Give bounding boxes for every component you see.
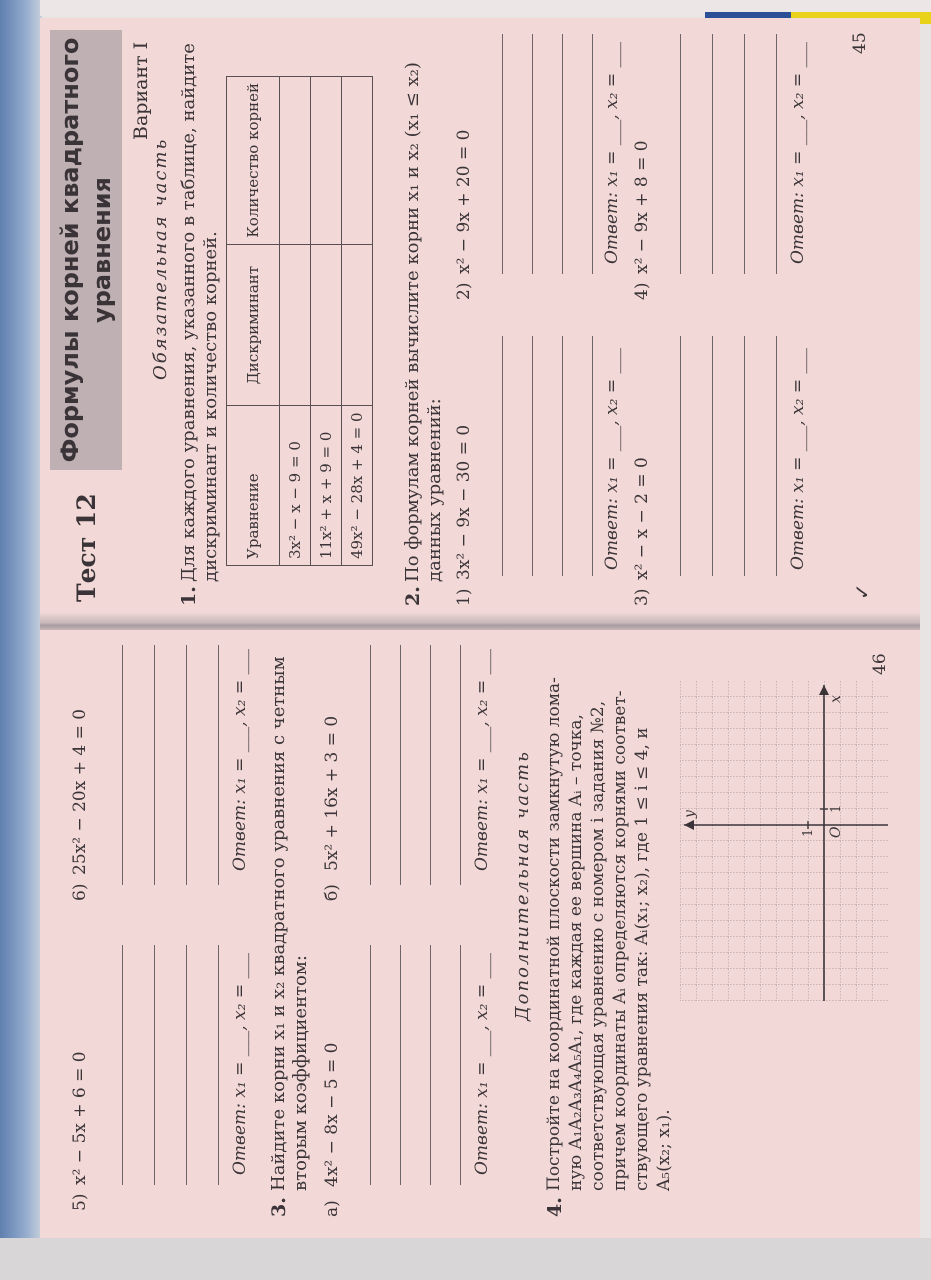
answer-line[interactable] <box>430 645 431 885</box>
answer-5: Ответ: x₁ = ___, x₂ = ___ <box>230 953 250 1175</box>
row-3-root-count-cell[interactable] <box>342 77 373 245</box>
task-1-text-line-2: дискриминант и количество корней. <box>200 231 221 582</box>
answer-line[interactable] <box>592 336 593 576</box>
answer-line[interactable] <box>744 336 745 576</box>
answer-line[interactable] <box>502 34 503 274</box>
answer-line[interactable] <box>370 645 371 885</box>
answer-line[interactable] <box>502 336 503 576</box>
answer-line[interactable] <box>712 34 713 274</box>
item-3-label: 3) <box>632 588 652 606</box>
answer-line[interactable] <box>218 945 219 1185</box>
item-3-equation: x² − x − 2 = 0 <box>632 457 652 580</box>
answer-line[interactable] <box>154 645 155 885</box>
answer-line[interactable] <box>532 336 533 576</box>
y-unit-label: 1 <box>801 828 816 837</box>
task-3-number: 3. <box>268 1197 290 1217</box>
table-row <box>311 77 342 566</box>
task-1-text-line-1: Для каждого уравнения, указанного в таблице, найдите <box>178 43 199 582</box>
item-1-equation: 3x² − 9x − 30 = 0 <box>454 424 474 580</box>
task-1-table <box>226 76 373 566</box>
task-3-text-line-1: Найдите корни x₁ и x₂ квадратного уравнения с четным <box>268 656 289 1191</box>
answer-6: Ответ: x₁ = ___, x₂ = ___ <box>230 649 250 871</box>
row-1-equation: 3x² − x − 9 = 0 <box>280 406 311 566</box>
item-2-equation: x² − 9x + 20 = 0 <box>454 129 474 274</box>
answer-1: Ответ: x₁ = ___, x₂ = ___ <box>602 348 622 570</box>
row-3-equation: 49x² − 28x + 4 = 0 <box>342 406 373 566</box>
header-discriminant: Дискриминант <box>227 244 280 406</box>
coordinate-grid[interactable] <box>680 681 894 1001</box>
page-45 <box>50 26 910 610</box>
answer-line[interactable] <box>562 34 563 274</box>
answer-line[interactable] <box>744 34 745 274</box>
answer-3: Ответ: x₁ = ___, x₂ = ___ <box>788 348 808 570</box>
item-b-label: б) <box>322 884 342 901</box>
answer-line[interactable] <box>122 945 123 1185</box>
item-1-label: 1) <box>454 588 474 606</box>
row-2-root-count-cell[interactable] <box>311 77 342 245</box>
x-unit-label: 1 <box>829 804 844 813</box>
task-4-line-4: причем координаты Aᵢ определяются корнями соответ- <box>610 690 630 1191</box>
task-4-line-3: соответствующая уравнению с номером i задания №2, <box>588 700 608 1191</box>
task-3-text-line-2: вторым коэффициентом: <box>290 955 311 1191</box>
answer-line[interactable] <box>460 945 461 1185</box>
header-root-count: Количество корней <box>227 77 280 245</box>
task-2-text-line-1: По формулам корней вычислите корни x₁ и x₂ (x₁ ≤ x₂) <box>402 62 423 582</box>
answer-line[interactable] <box>712 336 713 576</box>
item-b-equation: 5x² + 16x + 3 = 0 <box>322 715 342 871</box>
section-mandatory: Обязательная часть <box>150 137 171 380</box>
page-number-46: 46 <box>870 653 890 675</box>
answer-line[interactable] <box>186 945 187 1185</box>
answer-line[interactable] <box>400 645 401 885</box>
section-additional: Дополнительная часть <box>512 750 533 1021</box>
row-3-discriminant-cell[interactable] <box>342 244 373 406</box>
title-line-1: Формулы корней квадратного <box>56 37 84 463</box>
answer-line[interactable] <box>776 336 777 576</box>
answer-b: Ответ: x₁ = ___, x₂ = ___ <box>472 649 492 871</box>
answer-line[interactable] <box>562 336 563 576</box>
answer-line[interactable] <box>776 34 777 274</box>
item-a-equation: 4x² − 8x − 5 = 0 <box>322 1042 342 1187</box>
answer-line[interactable] <box>430 945 431 1185</box>
table-header-row <box>227 77 280 566</box>
x-axis-label: x <box>828 695 844 703</box>
answer-a: Ответ: x₁ = ___, x₂ = ___ <box>472 953 492 1175</box>
table-row <box>342 77 373 566</box>
row-2-equation: 11x² + x + 9 = 0 <box>311 406 342 566</box>
answer-4: Ответ: x₁ = ___, x₂ = ___ <box>788 42 808 264</box>
book-spine-edge <box>0 0 42 1280</box>
answer-line[interactable] <box>122 645 123 885</box>
grid-cells <box>680 681 888 1001</box>
task-2-text-line-2: данных уравнений: <box>424 398 445 582</box>
answer-line[interactable] <box>218 645 219 885</box>
task-4-line-5: ствующего уравнения так: Aᵢ(x₁; x₂), где 1 ≤ i ≤ 4, и <box>632 727 652 1191</box>
task-4-line-1: Постройте на координатной плоскости замкнутую лома- <box>544 677 564 1191</box>
page-number-45: 45 <box>850 32 870 54</box>
task-4-number: 4. <box>544 1197 566 1217</box>
page-46-sheet <box>40 630 920 1240</box>
table-row <box>280 77 311 566</box>
variant-label: Вариант I <box>130 41 152 140</box>
answer-line[interactable] <box>186 645 187 885</box>
row-1-root-count-cell[interactable] <box>280 77 311 245</box>
title-line-2: уравнения <box>88 177 116 323</box>
pencil-check-mark: ✓ <box>850 583 874 600</box>
origin-label: O <box>828 826 844 838</box>
answer-line[interactable] <box>460 645 461 885</box>
header-equation: Уравнение <box>227 406 280 566</box>
test-number: Тест 12 <box>72 493 101 602</box>
task-4-line-6: A₅(x₂; x₁). <box>654 1109 674 1191</box>
answer-line[interactable] <box>400 945 401 1185</box>
y-axis-label: y <box>682 810 698 818</box>
item-4-label: 4) <box>632 282 652 300</box>
row-2-discriminant-cell[interactable] <box>311 244 342 406</box>
task-2-number: 2. <box>402 586 424 606</box>
answer-line[interactable] <box>370 945 371 1185</box>
answer-line[interactable] <box>154 945 155 1185</box>
answer-line[interactable] <box>680 336 681 576</box>
item-5-equation: x² − 5x + 6 = 0 <box>70 1051 90 1185</box>
answer-line[interactable] <box>680 34 681 274</box>
task-1-number: 1. <box>178 586 200 606</box>
item-6-label: 6) <box>70 883 90 901</box>
title-bar <box>50 30 122 470</box>
item-2-label: 2) <box>454 282 474 300</box>
page-45-sheet <box>40 18 920 618</box>
answer-line[interactable] <box>532 34 533 274</box>
page-46 <box>50 639 910 1231</box>
task-4-line-2: ную A₁A₂A₃A₄A₅A₁, где каждая ее вершина Aᵢ – точка, <box>566 714 586 1191</box>
item-5-label: 5) <box>70 1193 90 1211</box>
answer-2: Ответ: x₁ = ___, x₂ = ___ <box>602 42 622 264</box>
item-4-equation: x² − 9x + 8 = 0 <box>632 140 652 274</box>
item-a-label: а) <box>322 1200 342 1217</box>
item-6-equation: 25x² − 20x + 4 = 0 <box>70 708 90 875</box>
scan-bottom-edge <box>0 1238 931 1280</box>
answer-line[interactable] <box>592 34 593 274</box>
row-1-discriminant-cell[interactable] <box>280 244 311 406</box>
